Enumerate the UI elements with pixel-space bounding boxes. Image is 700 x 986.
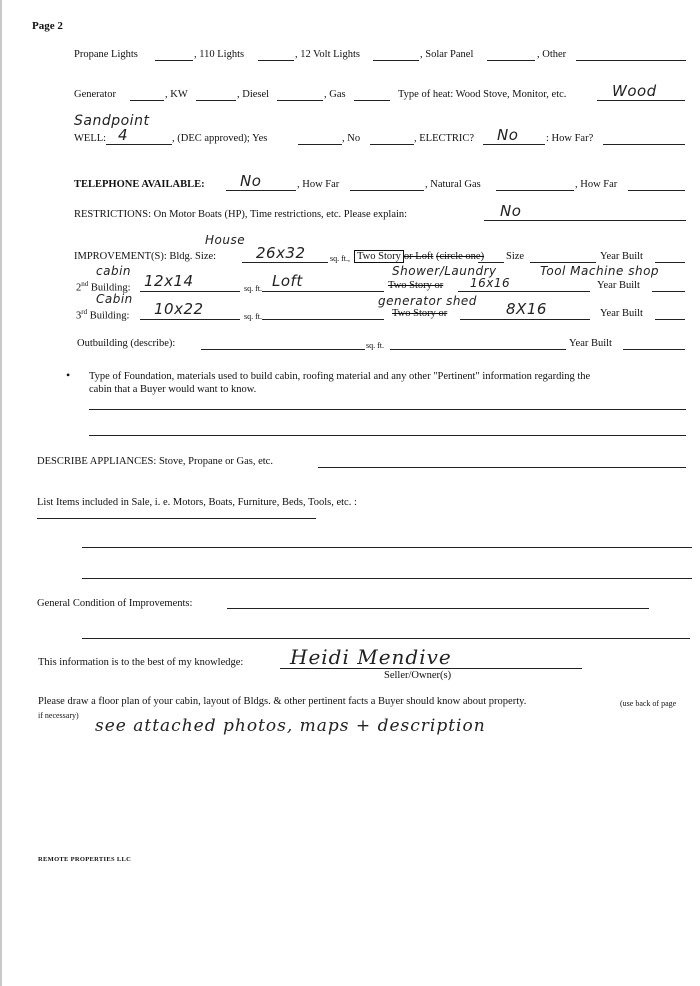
building3-secondary-size: 8X16 — [506, 300, 547, 318]
telephone-value: No — [240, 172, 262, 190]
building2-secondary-size: 16x16 — [470, 276, 511, 290]
foundation-field-1[interactable] — [89, 409, 686, 410]
foundation-field-2[interactable] — [89, 435, 686, 436]
page-label: Page 2 — [32, 20, 63, 32]
volt12-label: , 12 Volt Lights — [295, 49, 360, 60]
how-far-field[interactable] — [603, 144, 685, 145]
footer-company: REMOTE PROPERTIES LLC — [38, 856, 132, 863]
list-items-label: List Items included in Sale, i. e. Motors, Boats, Furniture, Beds, Tools, etc. : — [37, 497, 357, 508]
lights110-field[interactable] — [258, 60, 294, 61]
generator-label: Generator — [74, 89, 116, 100]
foundation-line2: cabin that a Buyer would want to know. — [89, 384, 257, 395]
shower-laundry-note: Shower/Laundry — [392, 264, 497, 278]
year-built-field-3[interactable] — [655, 319, 685, 320]
generator-shed-note: generator shed — [378, 294, 477, 308]
restrictions-field[interactable] — [484, 220, 686, 221]
seller-owner-label: Seller/Owner(s) — [384, 670, 452, 681]
foundation-line1: Type of Foundation, materials used to build cabin, roofing material and any other "Pertinent" information regarding the — [89, 371, 591, 382]
building2-loft-field[interactable] — [262, 291, 384, 292]
building3-size2-field[interactable] — [460, 319, 590, 320]
list-items-field-1[interactable] — [37, 518, 316, 519]
year-built-field-4[interactable] — [623, 349, 685, 350]
outbuilding-field[interactable] — [201, 349, 365, 350]
foundation-bullet: • — [66, 368, 71, 382]
year-built-label-4: Year Built — [569, 338, 612, 349]
restrictions-label: RESTRICTIONS: On Motor Boats (HP), Time restrictions, etc. Please explain: — [74, 209, 408, 220]
electric-field[interactable] — [483, 144, 545, 145]
telephone-how-far-label: , How Far — [297, 179, 340, 190]
building2-loft-value: Loft — [272, 272, 303, 290]
owner-signature: Heidi Mendive — [290, 645, 452, 669]
building2-size-field[interactable] — [140, 291, 240, 292]
natural-gas-field[interactable] — [496, 190, 574, 191]
gas-field[interactable] — [354, 100, 390, 101]
tool-shop-note: Tool Machine shop — [540, 264, 660, 278]
building2-label: 2nd Building: — [76, 280, 131, 294]
diesel-field[interactable] — [277, 100, 323, 101]
heat-type-value: Wood — [612, 82, 657, 100]
natural-gas-label: , Natural Gas — [425, 179, 481, 190]
cabin-note-2: Cabin — [96, 292, 133, 306]
improvements-label: IMPROVEMENT(S): Bldg. Size: — [74, 251, 217, 262]
general-condition-label: General Condition of Improvements: — [37, 598, 193, 609]
building3-extra-field[interactable] — [262, 319, 384, 320]
appliances-label: DESCRIBE APPLIANCES: Stove, Propane or Gas, etc. — [37, 456, 273, 467]
sqft-label-2: sq. ft. — [244, 284, 262, 293]
building2-extra-field[interactable] — [458, 291, 590, 292]
circle-one-hint: (circle one) — [435, 251, 485, 262]
kw-label: , KW — [165, 89, 188, 100]
sqft-label-3: sq. ft. — [244, 312, 262, 321]
heat-type-field[interactable] — [597, 100, 685, 101]
generator-field[interactable] — [130, 100, 164, 101]
electric-value: No — [497, 126, 519, 144]
telephone-how-far-field[interactable] — [350, 190, 424, 191]
dec-yes-label: , (DEC approved); Yes — [172, 133, 268, 144]
diesel-label: , Diesel — [237, 89, 270, 100]
story-selector[interactable] — [354, 251, 484, 262]
house-note: House — [205, 233, 246, 247]
divider — [478, 262, 504, 263]
outbuilding-sqft: sq. ft. — [366, 341, 384, 350]
general-condition-field-1[interactable] — [227, 608, 649, 609]
page-edge — [0, 0, 2, 986]
floor-plan-note: (use back of page — [620, 699, 677, 708]
floor-plan-note2: if necessary) — [38, 711, 79, 720]
solar-panel-field[interactable] — [487, 60, 535, 61]
building3-size-value: 10x22 — [154, 300, 204, 318]
no-field[interactable] — [370, 144, 414, 145]
how-far-label: : How Far? — [546, 133, 594, 144]
year-built-label-1: Year Built — [600, 251, 643, 262]
year-built-field-2[interactable] — [652, 291, 685, 292]
building3-size-field[interactable] — [140, 319, 240, 320]
volt12-field[interactable] — [373, 60, 419, 61]
general-condition-field-2[interactable] — [82, 638, 690, 639]
well-value: 4 — [118, 126, 129, 144]
outbuilding-sqft-field[interactable] — [390, 349, 566, 350]
two-story-circled[interactable]: Two Story — [354, 250, 404, 263]
propane-lights-field[interactable] — [155, 60, 193, 61]
knowledge-label: This information is to the best of my knowledge: — [38, 657, 244, 668]
list-items-field-2[interactable] — [82, 547, 692, 548]
lights110-label: , 110 Lights — [194, 49, 245, 60]
sqft-label-1: sq. ft., — [330, 254, 350, 263]
propane-lights-label: Propane Lights — [74, 49, 138, 60]
size-field[interactable] — [530, 262, 596, 263]
year-built-label-3: Year Built — [600, 308, 643, 319]
bldg-size-value: 26x32 — [256, 244, 306, 262]
telephone-label: TELEPHONE AVAILABLE: — [74, 179, 205, 190]
floor-plan-label: Please draw a floor plan of your cabin, layout of Bldgs. & other pertinent facts a Buyer should know about property. — [38, 696, 527, 707]
building3-label: 3rd Building: — [76, 308, 130, 322]
floor-plan-handwritten: see attached photos, maps + description — [95, 716, 486, 736]
solar-panel-label: , Solar Panel — [420, 49, 474, 60]
electric-label: , ELECTRIC? — [414, 133, 475, 144]
size-label: Size — [506, 251, 525, 262]
or-loft-option[interactable]: or Loft — [403, 251, 434, 262]
bldg-size-field[interactable] — [242, 262, 328, 263]
heat-type-label: Type of heat: Wood Stove, Monitor, etc. — [398, 89, 567, 100]
other-field[interactable] — [576, 60, 686, 61]
well-field[interactable] — [106, 144, 172, 145]
no-label: , No — [342, 133, 361, 144]
telephone-field[interactable] — [226, 190, 296, 191]
list-items-field-3[interactable] — [82, 578, 692, 579]
gas-how-far-label: , How Far — [575, 179, 618, 190]
year-built-field-1[interactable] — [655, 262, 685, 263]
appliances-field[interactable] — [318, 467, 686, 468]
year-built-label-2: Year Built — [597, 280, 640, 291]
well-label: WELL: — [74, 133, 107, 144]
cabin-note-1: cabin — [96, 264, 132, 278]
well-note: Sandpoint — [74, 113, 150, 129]
yes-field[interactable] — [298, 144, 342, 145]
gas-label: , Gas — [324, 89, 346, 100]
outbuilding-label: Outbuilding (describe): — [77, 338, 176, 349]
building2-size-value: 12x14 — [144, 272, 194, 290]
kw-field[interactable] — [196, 100, 236, 101]
building3-two-story-option[interactable]: Two Story or — [392, 308, 448, 319]
other-label: , Other — [537, 49, 567, 60]
gas-how-far-field[interactable] — [628, 190, 685, 191]
building2-two-story-option[interactable]: Two Story or — [388, 280, 444, 291]
restrictions-value: No — [500, 202, 522, 220]
